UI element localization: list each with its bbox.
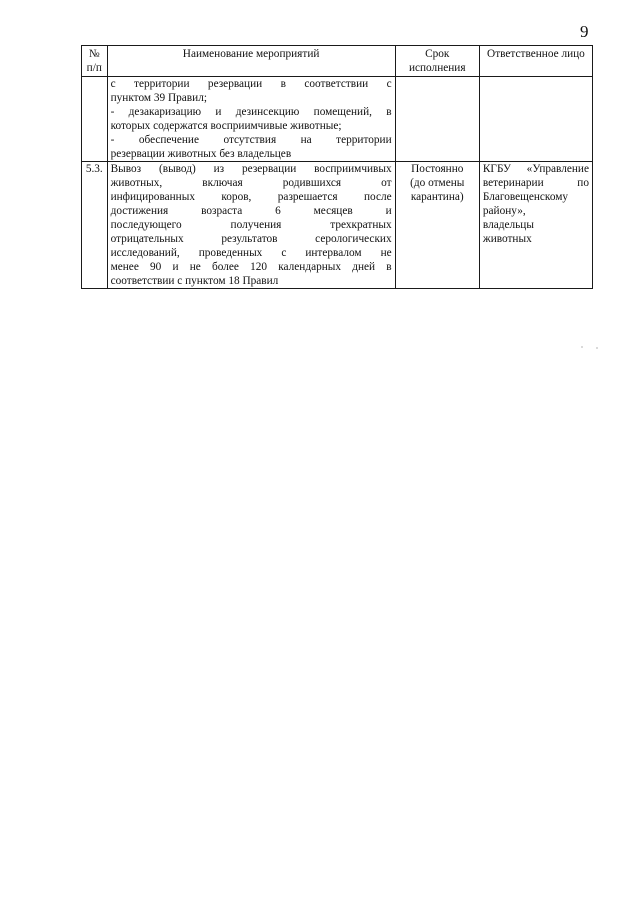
header-term: Срок исполнения xyxy=(395,46,479,77)
text-line: Благовещенскому xyxy=(482,191,569,203)
text-line: владельцы xyxy=(482,219,534,231)
text-line: с территории резервации в соответствии с xyxy=(110,78,392,90)
text-line: пунктом 39 Правил; xyxy=(110,92,207,104)
measures-table xyxy=(81,45,593,289)
text-line: карантина) xyxy=(410,191,464,203)
cell-term xyxy=(395,162,479,289)
text-line: (до отмены xyxy=(410,177,465,189)
text-line: району», xyxy=(482,205,526,217)
cell-name xyxy=(107,162,395,289)
text-line: - обеспечение отсутствия на территории xyxy=(110,134,392,146)
header-name: Наименование мероприятий xyxy=(107,46,395,77)
text-line: отрицательных результатов серологических xyxy=(110,233,392,245)
text-line: инфицированных коров, разрешается после xyxy=(110,191,392,203)
cell-number xyxy=(82,77,108,162)
cell-responsible xyxy=(479,162,592,289)
cell-responsible xyxy=(479,77,592,162)
cell-term xyxy=(395,77,479,162)
table-row-5-3 xyxy=(82,162,593,289)
text-line: - дезакаризацию и дезинсекцию помещений, в xyxy=(110,106,392,118)
text-line: соответствии с пунктом 18 Правил xyxy=(110,275,279,287)
page-number: 9 xyxy=(580,22,589,41)
text-line: КГБУ «Управление xyxy=(482,163,589,175)
text-line: которых содержатся восприимчивые животные; xyxy=(110,120,342,132)
text-line: животных xyxy=(482,233,532,245)
text-line: резервации животных без владельцев xyxy=(110,148,292,160)
cell-name xyxy=(107,77,395,162)
text-line: достижения возраста 6 месяцев и xyxy=(110,205,392,217)
header-responsible: Ответственное лицо xyxy=(479,46,592,77)
text-line: Вывоз (вывод) из резервации восприимчивых xyxy=(110,163,392,175)
cell-number: 5.3. xyxy=(82,162,108,289)
scan-speck xyxy=(596,347,598,349)
text-line: ветеринарии по xyxy=(482,177,589,189)
header-number: № п/п xyxy=(82,46,108,77)
text-line: Постоянно xyxy=(411,163,464,175)
table-header-row xyxy=(82,46,593,77)
scan-speck xyxy=(581,346,583,348)
text-line: последующего получения трехкратных xyxy=(110,219,392,231)
text-line: исследований, проведенных с интервалом не xyxy=(110,247,392,259)
text-line: животных, включая родившихся от xyxy=(110,177,392,189)
table-row-continuation xyxy=(82,77,593,162)
text-line: менее 90 и не более 120 календарных дней в xyxy=(110,261,392,273)
